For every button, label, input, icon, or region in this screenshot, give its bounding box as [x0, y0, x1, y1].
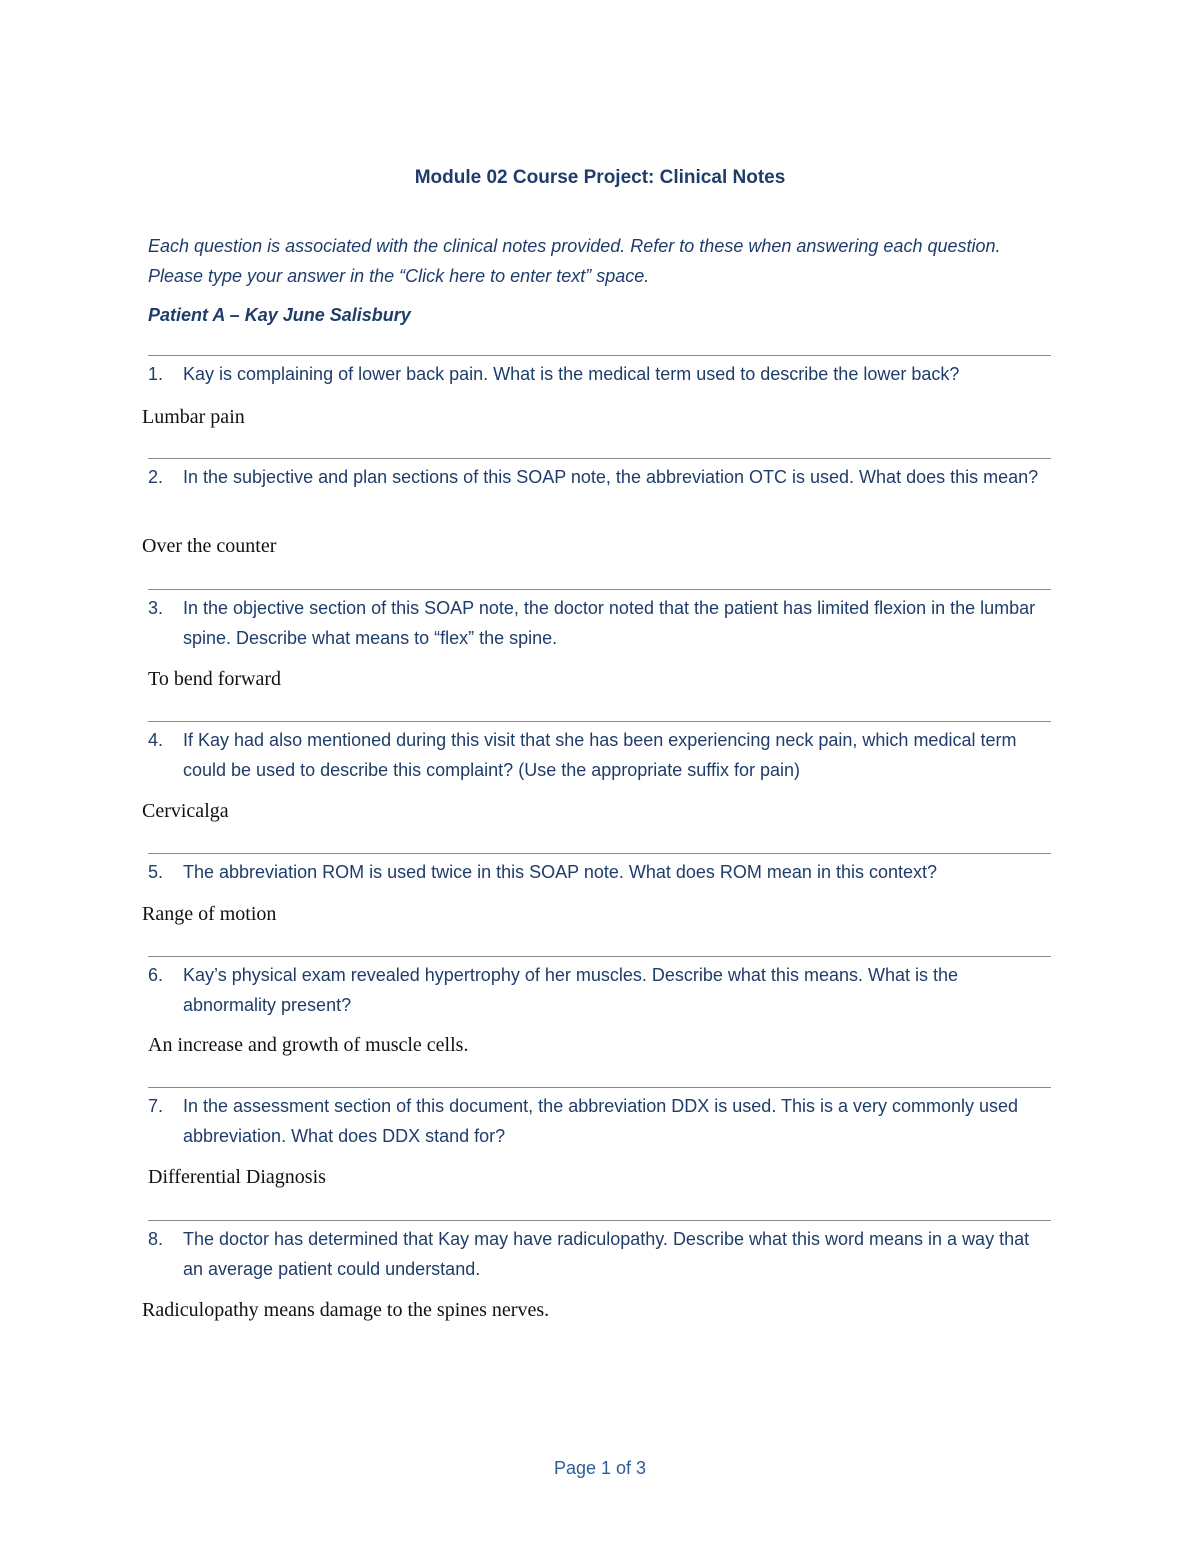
question-number: 8. — [148, 1229, 164, 1249]
answer-8[interactable]: Radiculopathy means damage to the spines nerves. — [142, 1299, 550, 1321]
question-7 — [148, 1087, 1051, 1151]
instructions: Each question is associated with the clinical notes provided. Refer to these when answering each question. Please type your answer in the “Click here to enter text” space. — [148, 236, 1001, 286]
question-text: Kay is complaining of lower back pain. What is the medical term used to describe the lower back? — [183, 364, 960, 384]
question-text: The abbreviation ROM is used twice in this SOAP note. What does ROM mean in this context? — [183, 862, 938, 882]
question-2 — [148, 458, 1051, 492]
question-number: 1. — [148, 364, 164, 384]
answer-3[interactable]: To bend forward — [148, 668, 281, 690]
question-3 — [148, 589, 1051, 653]
page-footer: Page 1 of 3 — [553, 1458, 647, 1478]
answer-4[interactable]: Cervicalga — [142, 800, 229, 822]
question-text: In the objective section of this SOAP note, the doctor noted that the patient has limited flexion in the lumbar spine. Describe what means to “flex” the spine. — [183, 598, 1036, 648]
patient-heading: Patient A – Kay June Salisbury — [148, 305, 411, 325]
question-number: 4. — [148, 730, 164, 750]
answer-1[interactable]: Lumbar pain — [142, 406, 245, 428]
question-text: The doctor has determined that Kay may have radiculopathy. Describe what this word means in a way that an average patient could understand. — [183, 1229, 1030, 1279]
question-text: In the assessment section of this document, the abbreviation DDX is used. This is a very commonly used abbreviation. What does DDX stand for? — [183, 1096, 1019, 1146]
question-number: 3. — [148, 598, 164, 618]
document-title: Module 02 Course Project: Clinical Notes — [414, 167, 786, 188]
question-text: In the subjective and plan sections of this SOAP note, the abbreviation OTC is used. What does this mean? — [183, 467, 1039, 487]
question-number: 7. — [148, 1096, 164, 1116]
question-number: 2. — [148, 467, 164, 487]
question-6 — [148, 956, 1051, 1020]
question-5 — [148, 853, 1051, 887]
question-number: 5. — [148, 862, 164, 882]
answer-7[interactable]: Differential Diagnosis — [148, 1166, 326, 1188]
answer-2[interactable]: Over the counter — [142, 535, 277, 557]
question-number: 6. — [148, 965, 164, 985]
question-text: Kay’s physical exam revealed hypertrophy of her muscles. Describe what this means. What is the abnormality present? — [183, 965, 959, 1015]
answer-5[interactable]: Range of motion — [142, 903, 277, 925]
question-1 — [148, 355, 1051, 389]
question-text: If Kay had also mentioned during this visit that she has been experiencing neck pain, which medical term could be used to describe this complaint? (Use the appropriate suffix for pain) — [183, 730, 1017, 780]
answer-6[interactable]: An increase and growth of muscle cells. — [148, 1034, 469, 1056]
question-8 — [148, 1220, 1051, 1284]
question-4 — [148, 721, 1051, 785]
